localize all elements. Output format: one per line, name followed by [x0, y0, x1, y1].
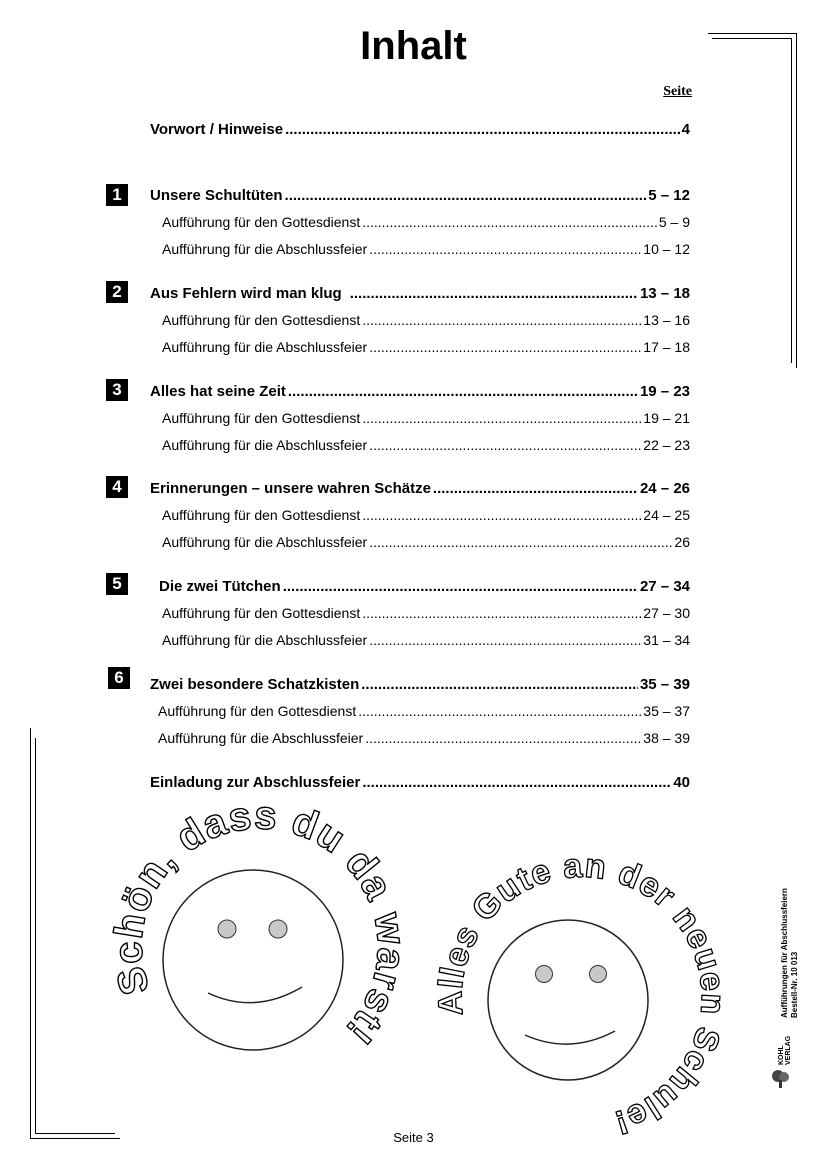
toc-subentry-6-gottesdienst[interactable]	[158, 703, 690, 719]
toc-subentry-5-abschlussfeier[interactable]	[162, 632, 690, 648]
smiley-right-eye-right	[590, 966, 607, 983]
frame-right-v2	[791, 38, 792, 363]
toc-leader-dots	[285, 187, 647, 204]
toc-entry-pages: 40	[673, 774, 690, 791]
toc-entry-label: Aufführung für die Abschlussfeier	[162, 339, 368, 355]
toc-leader-dots	[358, 703, 641, 719]
toc-entry-pages: 5 – 9	[658, 214, 690, 230]
toc-entry-label: Aufführung für die Abschlussfeier	[162, 534, 368, 550]
toc-entry-pages: 19 – 21	[643, 410, 690, 426]
toc-entry-pages: 35 – 39	[639, 676, 690, 693]
toc-entry-pages: 13 – 16	[643, 312, 690, 328]
toc-entry-vorwort[interactable]	[150, 121, 690, 138]
toc-subentry-1-abschlussfeier[interactable]	[162, 241, 690, 257]
toc-entry-section-4[interactable]	[150, 480, 690, 497]
page-number-footer: Seite 3	[393, 1130, 434, 1145]
toc-entry-label: Aufführung für den Gottesdienst	[162, 312, 361, 328]
toc-leader-dots	[365, 730, 641, 746]
toc-leader-dots	[361, 676, 638, 693]
toc-entry-section-6[interactable]	[150, 676, 690, 693]
side-order-number: Bestell-Nr. 10 013	[790, 951, 799, 1018]
toc-entry-pages: 17 – 18	[643, 339, 690, 355]
toc-leader-dots	[350, 285, 638, 302]
frame-left-v2	[35, 738, 36, 1133]
toc-leader-dots	[369, 339, 641, 355]
section-number-badge: 3	[106, 379, 128, 401]
toc-entry-label: Aufführung für den Gottesdienst	[162, 507, 361, 523]
toc-subentry-4-abschlussfeier[interactable]	[162, 534, 690, 550]
section-number-badge: 4	[106, 476, 128, 498]
toc-entry-pages: 27 – 30	[643, 605, 690, 621]
page-title: Inhalt	[360, 24, 467, 68]
smiley-left-arc-text: Schön, dass du da warst!	[106, 793, 414, 1053]
frame-right-v	[796, 33, 797, 368]
toc-leader-dots	[362, 605, 641, 621]
toc-subentry-6-abschlussfeier[interactable]	[158, 730, 690, 746]
toc-leader-dots	[362, 214, 657, 230]
toc-leader-dots	[362, 507, 641, 523]
smiley-right-arc-text: Alles Gute an der neuen Schule!	[431, 846, 733, 1142]
toc-leader-dots	[433, 480, 638, 497]
toc-entry-label: Aufführung für den Gottesdienst	[158, 703, 357, 719]
toc-leader-dots	[369, 534, 672, 550]
toc-subentry-2-abschlussfeier[interactable]	[162, 339, 690, 355]
side-book-title: Aufführungen für Abschlussfeiern	[780, 888, 789, 1018]
toc-leader-dots	[288, 383, 638, 400]
side-book-info	[780, 848, 800, 1018]
page-column-label: Seite	[663, 84, 692, 99]
toc-entry-label: Aus Fehlern wird man klug	[150, 285, 342, 302]
toc-entry-pages: 27 – 34	[639, 578, 690, 595]
toc-entry-label: Aufführung für den Gottesdienst	[162, 214, 361, 230]
toc-leader-dots	[283, 578, 638, 595]
toc-entry-label: Die zwei Tütchen	[159, 578, 281, 595]
toc-subentry-4-gottesdienst[interactable]	[162, 507, 690, 523]
publisher-logo	[770, 1068, 792, 1092]
toc-entry-section-5[interactable]	[159, 578, 690, 595]
frame-left-v	[30, 728, 31, 1138]
toc-subentry-2-gottesdienst[interactable]	[162, 312, 690, 328]
toc-entry-einladung[interactable]	[150, 774, 690, 791]
smiley-right-illustration	[425, 846, 733, 1145]
toc-leader-dots	[362, 410, 641, 426]
toc-entry-label: Aufführung für die Abschlussfeier	[162, 241, 368, 257]
smiley-right-eye-left	[536, 966, 553, 983]
toc-subentry-3-gottesdienst[interactable]	[162, 410, 690, 426]
toc-entry-label: Aufführung für den Gottesdienst	[162, 605, 361, 621]
toc-entry-pages: 24 – 25	[643, 507, 690, 523]
toc-leader-dots	[369, 632, 641, 648]
toc-entry-pages: 26	[674, 534, 690, 550]
toc-entry-pages: 13 – 18	[639, 285, 690, 302]
toc-leader-dots	[362, 312, 641, 328]
toc-entry-pages: 38 – 39	[643, 730, 690, 746]
toc-entry-pages: 5 – 12	[648, 187, 690, 204]
smiley-left-illustration	[106, 793, 414, 1105]
toc-subentry-1-gottesdienst[interactable]	[162, 214, 690, 230]
toc-entry-label: Aufführung für den Gottesdienst	[162, 410, 361, 426]
toc-subentry-3-abschlussfeier[interactable]	[162, 437, 690, 453]
toc-entry-label: Aufführung für die Abschlussfeier	[158, 730, 364, 746]
toc-entry-label: Erinnerungen – unsere wahren Schätze	[150, 480, 431, 497]
toc-entry-section-1[interactable]	[150, 187, 690, 204]
toc-entry-label: Einladung zur Abschlussfeier	[150, 774, 361, 791]
smiley-left-eye-right	[269, 920, 287, 938]
toc-entry-label: Aufführung für die Abschlussfeier	[162, 632, 368, 648]
toc-entry-pages: 35 – 37	[643, 703, 690, 719]
smiley-right-face	[488, 920, 648, 1080]
toc-entry-pages: 4	[681, 121, 690, 138]
section-number-badge: 1	[106, 184, 128, 206]
toc-entry-pages: 31 – 34	[643, 632, 690, 648]
toc-subentry-5-gottesdienst[interactable]	[162, 605, 690, 621]
section-number-badge: 6	[108, 667, 130, 689]
toc-entry-pages: 10 – 12	[643, 241, 690, 257]
toc-leader-dots	[369, 241, 641, 257]
toc-entry-label: Vorwort / Hinweise	[150, 121, 284, 138]
toc-entry-section-3[interactable]	[150, 383, 690, 400]
toc-leader-dots	[369, 437, 641, 453]
toc-leader-dots	[362, 774, 671, 791]
smiley-left-eye-left	[218, 920, 236, 938]
smiley-left-face	[163, 870, 343, 1050]
toc-entry-label: Zwei besondere Schatzkisten	[150, 676, 360, 693]
toc-entry-label: Unsere Schultüten	[150, 187, 283, 204]
toc-entry-pages: 19 – 23	[639, 383, 690, 400]
section-number-badge: 2	[106, 281, 128, 303]
toc-entry-label: Aufführung für die Abschlussfeier	[162, 437, 368, 453]
publisher-name: KOHL VERLAG	[778, 1035, 792, 1065]
toc-entry-pages: 22 – 23	[643, 437, 690, 453]
section-number-badge: 5	[106, 573, 128, 595]
toc-leader-dots	[285, 121, 680, 138]
toc-entry-pages: 24 – 26	[639, 480, 690, 497]
toc-entry-section-2[interactable]	[150, 285, 690, 302]
toc-entry-label: Alles hat seine Zeit	[150, 383, 286, 400]
